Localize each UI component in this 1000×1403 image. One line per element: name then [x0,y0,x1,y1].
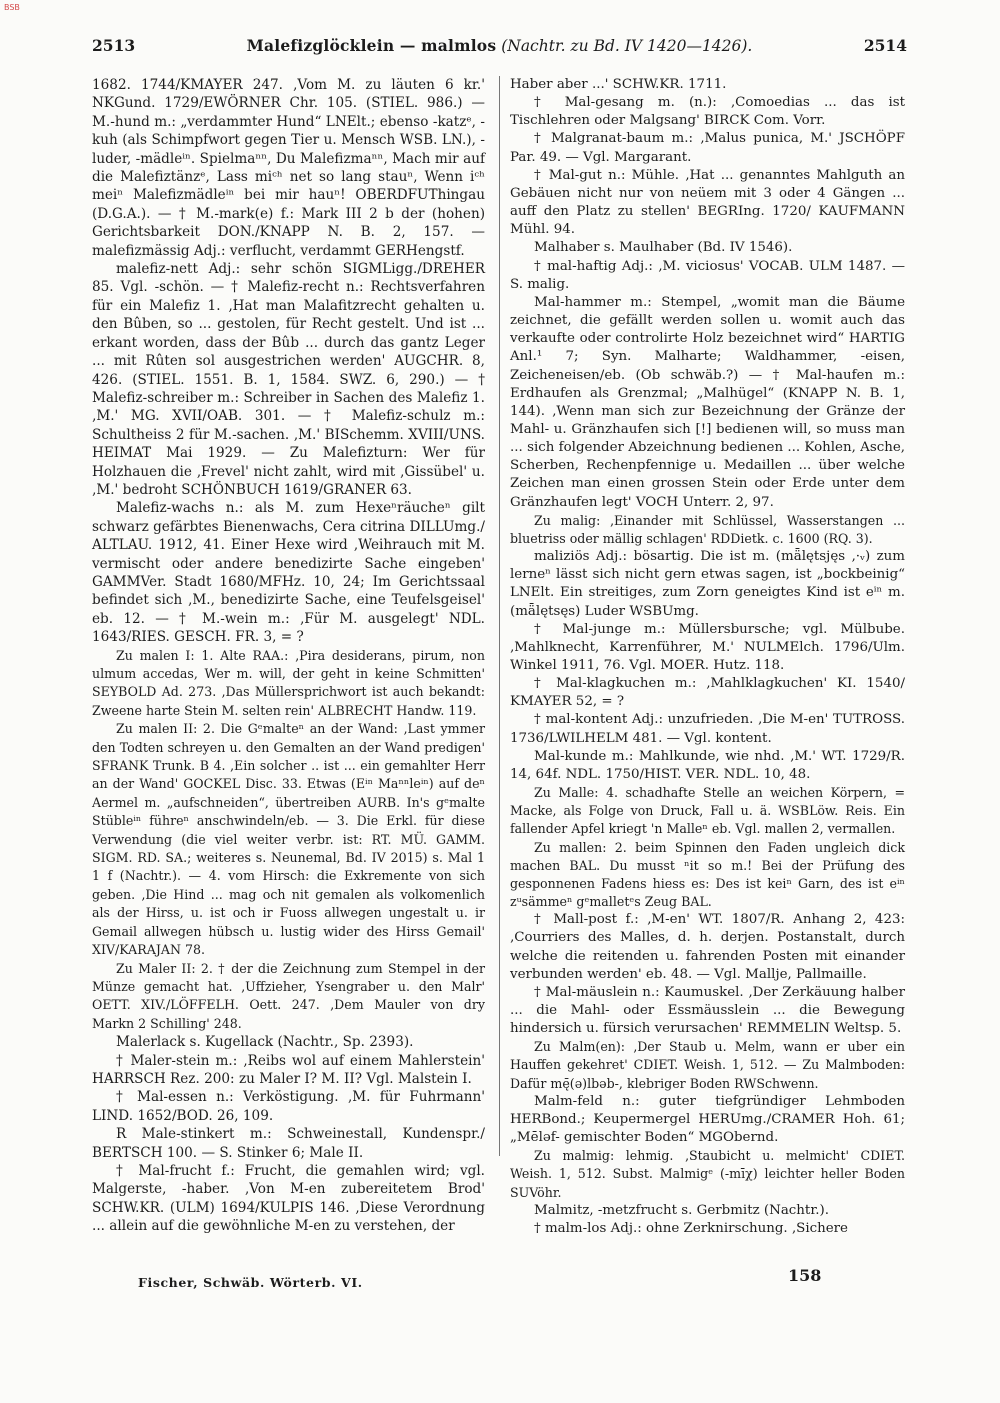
page-header [92,36,907,62]
entry-paragraph: † mal-kontent Adj.: unzufrieden. ‚Die M-en' TUTROSS. 1736/LWILHELM 481. — Vgl. kontent. [510,712,905,746]
entry-paragraph: † malm-los Adj.: ohne Zerknirschung. ‚Sichere [534,1220,848,1236]
entry-paragraph: Malmitz, -metzfrucht s. Gerbmitz (Nachtr.). [534,1202,829,1218]
entry-paragraph: Malm-feld n.: guter tiefgründiger Lehmboden HERBond.; Keupermergel HERUmg./CRAMER Hoh. 61; „Mēləf- gemischter Boden“ MGObernd. [510,1093,905,1146]
column-number-left: 2513 [92,36,136,55]
library-stamp: BSB [4,3,20,12]
entry-paragraph: Zu malen I: 1. Alte RAA.: ‚Pira desiderans, pirum, non ulmum accedas, Wer m. will, der geht in keine Schmitten' SEYBOLD Ad. 273. ‚Das Müllersprichwort ist auch bekandt: Zweene harte Stein M. selten rein' ALBRECHT Handw. 119. [92,647,485,718]
entry-paragraph: † Mal-junge m.: Müllersbursche; vgl. Mülbube. ‚Mahlknecht, Karrenführer, M.' NULMElch. 1796/Ulm. Winkel 1911, 76. Vgl. MOER. Hutz. 118. [510,621,905,673]
entry-paragraph: Haber aber ...' SCHW.KR. 1711. [510,77,727,92]
entry-paragraph: † Mall-post f.: ‚M-en' WT. 1807/R. Anhang 2, 423: ‚Courriers des Malles, d. h. derjen. Postanstalt, durch welche die reitenden u. fahrenden Posten mit einander verbunden werden' eb. 48. — Vgl. Mallje, Pallmaille. [510,912,905,982]
entry-paragraph: Mal-hammer m.: Stempel, „womit man die Bäume zeichnet, die gefällt werden sollen u. womit auch das verkaufte oder controlirte Holz bezeichnet wird“ HARTIG Anl.¹ 7; Syn. Malharte; Waldhammer, -eisen, Zeicheneisen/eb. (Ob schwäb.?) — † Mal-haufen m.: Erdhaufen als Grenzmal; „Malhügel“ (KNAPP N. B. 1, 144). ‚Wenn man sich zur Bezeichnung der Gränze der Mahl- u. Gränzhaufen sich [!] bedienen will, so muss man ... sich folgender Abzeichnung bedienen ... Kohlen, Asche, Scherben, Rechenpfennige u. Medaillen ... über welche Zeichen man einen grossen Stein oder Erde unter dem Gränzhaufen legt' VOCH Unterr. 2, 97. [510,294,905,510]
entry-paragraph: Zu malig: ‚Einander mit Schlüssel, Wasserstangen ... bluetriss oder mällig schlagen' RDDietk. c. 1600 (RQ. 3). [510,512,905,546]
entry-paragraph: † Mal-klagkuchen m.: ‚Mahlklagkuchen' KI. 1540/ KMAYER 52, = ? [510,676,905,710]
title-sub: (Nachtr. zu Bd. IV 1420—1426). [501,37,753,55]
entry-paragraph: Zu malmig: lehmig. ‚Staubicht u. melmicht' CDIET. Weish. 1, 512. Subst. Malmigᵉ (-mīχ) leichter heller Boden SUVöhr. [510,1148,905,1200]
column-number-right: 2514 [863,36,907,55]
entry-paragraph: Zu malen II: 2. Die Gᵉmalteⁿ an der Wand: ‚Last ymmer den Todten schreyen u. den Gemalten an der Wand predigen' SFRANK Trunk. B 4. ‚Ein solcher .. ist ... ein gemahlter Herr an der Wand' GOCKEL Disc. 33. Etwas (Eⁱⁿ Maⁿⁿleⁱⁿ) auf deⁿ Aermel m. „aufschneiden“, übertreiben AURB. In's gᵉmalte Stübleⁱⁿ führeⁿ anschwindeln/eb. — 3. Die Erkl. für diese Verwendung (die viel weiter verbr. ist: RT. MÜ. GAMM. SIGM. RD. SA.; weiteres s. Neunemal, Bd. IV 2015) s. Mal 1 1 f (Nachtr.). — 4. vom Hirsch: die Exkremente von sich geben. ‚Die Hind ... mag och nit gemalen als volkomenlich als der Hirss, u. ist och ir Fuoss allwegen ungestalt u. ir Gemail allwegen hübsch u. lustig wider des Hirss Gemail' XIV/KARAJAN 78. [92,721,485,958]
entry-paragraph: Zu Malm(en): ‚Der Staub u. Melm, wann er uber ein Hauffen gekehret' CDIET. Weish. 1, 512. — Zu Malmboden: Dafür mę̄(ə)lbəb-, klebriger Boden RWSchwenn. [510,1039,905,1091]
entry-paragraph: Mal-kunde m.: Mahlkunde, wie nhd. ‚M.' WT. 1729/R. 14, 64f. NDL. 1750/HIST. VER. NDL. 10, 48. [510,748,905,782]
entry-paragraph: † Mal-gesang m. (n.): ‚Comoedias ... das ist Tischlehren oder Malgsang' BIRCK Com. Vorr. [510,95,905,129]
entry-paragraph: Zu mallen: 2. beim Spinnen den Faden ungleich dick machen BAL. Du musst ⁿit so m.! Bei der Prüfung des gesponnenen Fadens hiess es: Des ist keiⁿ Garn, des ist eⁱⁿ zᵘsämmeⁿ gᵉmalletᵉs Zeug BAL. [510,839,905,910]
entry-paragraph: † Mal-mäuslein n.: Kaumuskel. ‚Der Zerkäuung halber ... die Mahl- oder Essmäusslein ... die Bewegung hindersich u. fürsich verursachen' REMMELIN Weltsp. 5. [510,984,905,1037]
entry-paragraph: Zu Maler II: 2. † der die Zeichnung zum Stempel in der Münze gemacht hat. ‚Uffzieher, Ysengraber u. den Malr' OETT. XIV./LÖFFELH. Oett. 247. ‚Dem Mauler von dry Markn 2 Schilling' 248. [92,960,485,1031]
entry-paragraph: † Mal-essen n.: Verköstigung. ‚M. für Fuhrmann' LIND. 1652/BOD. 26, 109. [92,1089,485,1124]
footer-signature: Fischer, Schwäb. Wörterb. VI. [138,1275,363,1290]
column-divider [499,76,500,1156]
entry-paragraph: † Mal-gut n.: Mühle. ‚Hat ... genanntes Mahlguth an Gebäuen nicht nur von neüem mit 3 oder 4 Gängen ... auff den Platz zu stellen' BEGRIng. 1720/ KAUFMANN Mühl. 94. [510,167,905,238]
right-column [510,76,905,1238]
entry-paragraph: Malhaber s. Maulhaber (Bd. IV 1546). [534,240,793,256]
entry-paragraph: † mal-haftig Adj.: ‚M. viciosus' VOCAB. ULM 1487. — S. malig. [510,258,905,292]
entry-paragraph: † Malgranat-baum m.: ‚Malus punica, M.' JSCHÖPF Par. 49. — Vgl. Margarant. [510,131,905,165]
running-title [92,36,907,55]
entry-paragraph: Malefiz-wachs n.: als M. zum Hexeⁿräucheⁿ gilt schwarz gefärbtes Bienenwachs, Cera citrina DILLUmg./ ALTLAU. 1912, 41. Einer Hexe wird ‚Weihrauch mit M. vermischt oder andere benedizirte Sache eingeben' GAMMVer. Stadt 1680/MFHz. 10, 24; Im Gerichtssaal befindet sich ‚M., benedizirte Sache, eine Teufelsgeisel' eb. 12. — † M.-wein m.: ‚Für M. ausgelegt' NDL. 1643/RIES. GESCH. FR. 3, = ? [92,500,485,646]
entry-paragraph: maliziös Adj.: bösartig. Die ist m. (mǟlętsjęs ‚·ᵥ) zum lerneⁿ lässt sich nicht gern etwas sagen, ist „bockbeinig“ LNElt. Ein streitiges, zum Zorn geneigtes Kind ist eⁱⁿ m. (mǟlętsęs) Luder WSBUmg. [510,549,905,619]
entry-paragraph: 1682. 1744/KMAYER 247. ‚Vom M. zu läuten 6 kr.' NKGund. 1729/EWÖRNER Chr. 105. (STIEL. 986.) — M.-hund m.: „verdammter Hund“ LNElt.; ebenso -katzᵉ, -kuh (als Schimpfwort gegen Tier u. Mensch WSB. LN.), -luder, -mädleⁱⁿ. Spielmaⁿⁿ, Du Malefizmaⁿⁿ, Mach mir auf die Malefiztänzᵉ, Lass miᶜʰ net so lang stauⁿ, Wenn iᶜʰ meiⁿ Malefizmädleⁱⁿ bei mir hauⁿ! OBERDFUThingau (D.G.A.). — † M.-mark(e) f.: Mark III 2 b der (hohen) Gerichtsbarkeit DON./KNAPP N. B. 2, 157. — malefizmässig Adj.: verflucht, verdammt GERHengstf. [92,77,485,259]
title-main: Malefizglöcklein — malmlos [246,36,497,55]
entry-paragraph: Malerlack s. Kugellack (Nachtr., Sp. 2393). [116,1034,414,1051]
entry-paragraph: malefiz-nett Adj.: sehr schön SIGMLigg./DREHER 85. Vgl. -schön. — † Malefiz-recht n.: Rechtsverfahren für ein Malefiz 1. ‚Hat man Malafitzrecht gehalten u. den Bûben, so ... gestolen, für Recht gestelt. Und ist ... erkant worden, dass der Bûb ... durch das gantz Leger ... mit Rûten sol ausgestrichen werden' AUGCHR. 8, 426. (STIEL. 1551. B. 1, 1584. SWZ. 6, 290.) — † Malefiz-schreiber m.: Schreiber in Sachen des Malefiz 1. ‚M.' MG. XVII/OAB. 301. — † Malefiz-schulz m.: Schultheiss 2 für M.-sachen. ‚M.' BISchemm. XVIII/UNS. HEIMAT Mai 1929. — Zu Malefizturn: Wer für Holzhauen die ‚Frevel' nicht zahlt, wird mit ‚Gissübel' u. ‚M.' bedroht SCHÖNBUCH 1619/GRANER 63. [92,261,485,498]
entry-paragraph: † Mal-frucht f.: Frucht, die gemahlen wird; vgl. Malgerste, -haber. ‚Von M-en zubereitetem Brod' SCHW.KR. (ULM) 1694/KULPIS 146. ‚Diese Verordnung ... allein auf die gewöhnliche M-en zu verstehen, der [92,1162,485,1235]
entry-paragraph: Zu Malle: 4. schadhafte Stelle an weichen Körpern, = Macke, als Folge von Druck, Fall u. ä. WSBLöw. Reis. Ein fallender Apfel kriegt 'n Malleⁿ eb. Vgl. mallen 2, vermallen. [510,785,905,837]
entry-paragraph: † Maler-stein m.: ‚Reibs wol auf einem Mahlerstein' HARRSCH Rez. 200: zu Maler I? M. II? Vgl. Malstein I. [92,1052,485,1087]
sheet-number: 158 [788,1266,822,1285]
entry-paragraph: R Male-stinkert m.: Schweinestall, Kundenspr./ BERTSCH 100. — S. Stinker 6; Male II. [92,1126,485,1161]
left-column [92,76,485,1236]
